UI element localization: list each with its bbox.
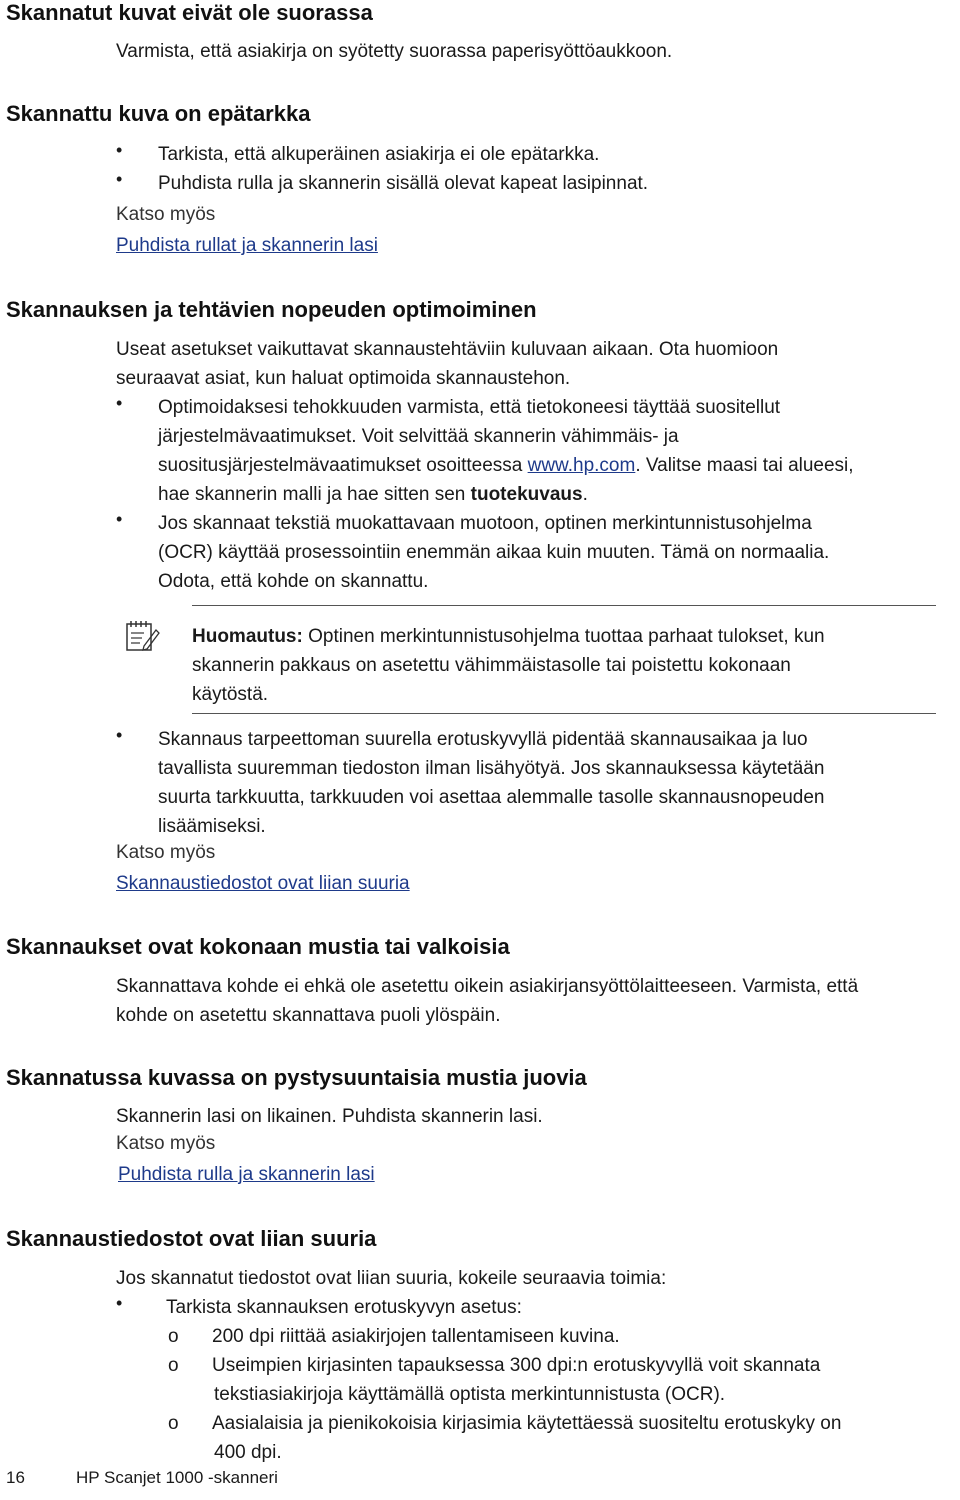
- sub-bullet-text: 400 dpi.: [214, 1442, 282, 1463]
- link-clean-roller-glass[interactable]: Puhdista rulla ja skannerin lasi: [118, 1164, 375, 1185]
- bullet-text: tavallista suuremman tiedoston ilman lisähyötyä. Jos skannauksessa käytetään: [158, 758, 825, 779]
- bullet-text: suurta tarkkuutta, tarkkuuden voi asettaa alemmalle tasolle skannausnopeuden: [158, 787, 825, 808]
- bullet-text: Tarkista skannauksen erotuskyvyn asetus:: [166, 1297, 522, 1318]
- sub-bullet-icon: o: [168, 1355, 179, 1376]
- link-clean-rollers-glass[interactable]: Puhdista rullat ja skannerin lasi: [116, 235, 378, 256]
- heading-vertical-lines: Skannatussa kuvassa on pystysuuntaisia mustia juovia: [6, 1065, 587, 1090]
- note-text-segment: Optinen merkintunnistusohjelma tuottaa parhaat tulokset, kun: [302, 626, 825, 647]
- bullet-icon: •: [116, 509, 123, 529]
- bullet-icon: •: [116, 140, 123, 160]
- sub-bullet-icon: o: [168, 1413, 179, 1434]
- note-label: Huomautus:: [192, 626, 303, 647]
- sub-bullet-text: tekstiasiakirjoja käyttämällä optista merkintunnistusta (OCR).: [214, 1384, 726, 1405]
- bullet-icon: •: [116, 1293, 123, 1313]
- heading-blurry-image: Skannattu kuva on epätarkka: [6, 101, 311, 126]
- note-pad-icon: [124, 618, 160, 654]
- note-text-line: skannerin pakkaus on asetettu vähimmäistasolle tai poistettu kokonaan: [192, 655, 791, 676]
- paragraph-intro: Jos skannatut tiedostot ovat liian suuria, kokeile seuraavia toimia:: [116, 1268, 667, 1289]
- bullet-text: Tarkista, että alkuperäinen asiakirja ei ole epätarkka.: [158, 144, 600, 165]
- bullet-icon: •: [116, 725, 123, 745]
- bullet-text: (OCR) käyttää prosessointiin enemmän aikaa kuin muuten. Tämä on normaalia.: [158, 542, 830, 563]
- see-also-label: Katso myös: [116, 204, 216, 225]
- note-text-line: [192, 622, 825, 651]
- bullet-text: Skannaus tarpeettoman suurella erotuskyvyllä pidentää skannausaikaa ja luo: [158, 729, 808, 750]
- bullet-text: Optimoidaksesi tehokkuuden varmista, että tietokoneesi täyttää suositellut: [158, 397, 781, 418]
- see-also-label: Katso myös: [116, 1133, 216, 1154]
- bullet-text-with-bold: [158, 480, 588, 509]
- bullet-text: lisäämiseksi.: [158, 816, 266, 837]
- note-bottom-rule: [192, 713, 936, 714]
- heading-skewed-images: Skannatut kuvat eivät ole suorassa: [6, 0, 373, 25]
- footer-title: HP Scanjet 1000 -skanneri: [76, 1468, 278, 1487]
- paragraph-dirty-glass: Skannerin lasi on likainen. Puhdista skannerin lasi.: [116, 1106, 543, 1127]
- note-top-rule: [192, 605, 936, 606]
- bold-term: tuotekuvaus: [470, 484, 583, 505]
- text-segment: .: [582, 484, 588, 505]
- see-also-label: Katso myös: [116, 842, 216, 863]
- text-segment: . Valitse maasi tai alueesi,: [635, 455, 854, 476]
- note-text-line: käytöstä.: [192, 684, 269, 705]
- page-number: 16: [6, 1468, 25, 1487]
- link-hp-website[interactable]: www.hp.com: [527, 455, 636, 476]
- bullet-text-with-link: [158, 451, 854, 480]
- text-segment: hae skannerin malli ja hae sitten sen: [158, 484, 471, 505]
- sub-bullet-icon: o: [168, 1326, 179, 1347]
- paragraph-intro-line: Useat asetukset vaikuttavat skannaustehtäviin kuluvaan aikaan. Ota huomioon: [116, 339, 779, 360]
- bullet-text: järjestelmävaatimukset. Voit selvittää skannerin vähimmäis- ja: [158, 426, 679, 447]
- link-files-too-large[interactable]: Skannaustiedostot ovat liian suuria: [116, 873, 410, 894]
- bullet-text: Puhdista rulla ja skannerin sisällä olevat kapeat lasipinnat.: [158, 173, 649, 194]
- paragraph-skewed-images: Varmista, että asiakirja on syötetty suorassa paperisyöttöaukkoon.: [116, 41, 673, 62]
- sub-bullet-text: 200 dpi riittää asiakirjojen tallentamiseen kuvina.: [212, 1326, 620, 1347]
- heading-files-too-large: Skannaustiedostot ovat liian suuria: [6, 1226, 377, 1251]
- bullet-text: Odota, että kohde on skannattu.: [158, 571, 429, 592]
- bullet-text: Jos skannaat tekstiä muokattavaan muotoon, optinen merkintunnistusohjelma: [158, 513, 812, 534]
- text-segment: suositusjärjestelmävaatimukset osoitteessa: [158, 455, 528, 476]
- bullet-icon: •: [116, 393, 123, 413]
- sub-bullet-text: Useimpien kirjasinten tapauksessa 300 dpi:n erotuskyvyllä voit skannata: [212, 1355, 821, 1376]
- paragraph-line: Skannattava kohde ei ehkä ole asetettu oikein asiakirjansyöttölaitteeseen. Varmista, että: [116, 976, 859, 997]
- paragraph-intro-line: seuraavat asiat, kun haluat optimoida skannaustehon.: [116, 368, 571, 389]
- heading-optimize-speed: Skannauksen ja tehtävien nopeuden optimoiminen: [6, 297, 537, 322]
- bullet-icon: •: [116, 169, 123, 189]
- sub-bullet-text: Aasialaisia ja pienikokoisia kirjasimia käytettäessä suositeltu erotuskyky on: [212, 1413, 842, 1434]
- heading-black-white-scans: Skannaukset ovat kokonaan mustia tai valkoisia: [6, 934, 510, 959]
- paragraph-line: kohde on asetettu skannattava puoli ylöspäin.: [116, 1005, 501, 1026]
